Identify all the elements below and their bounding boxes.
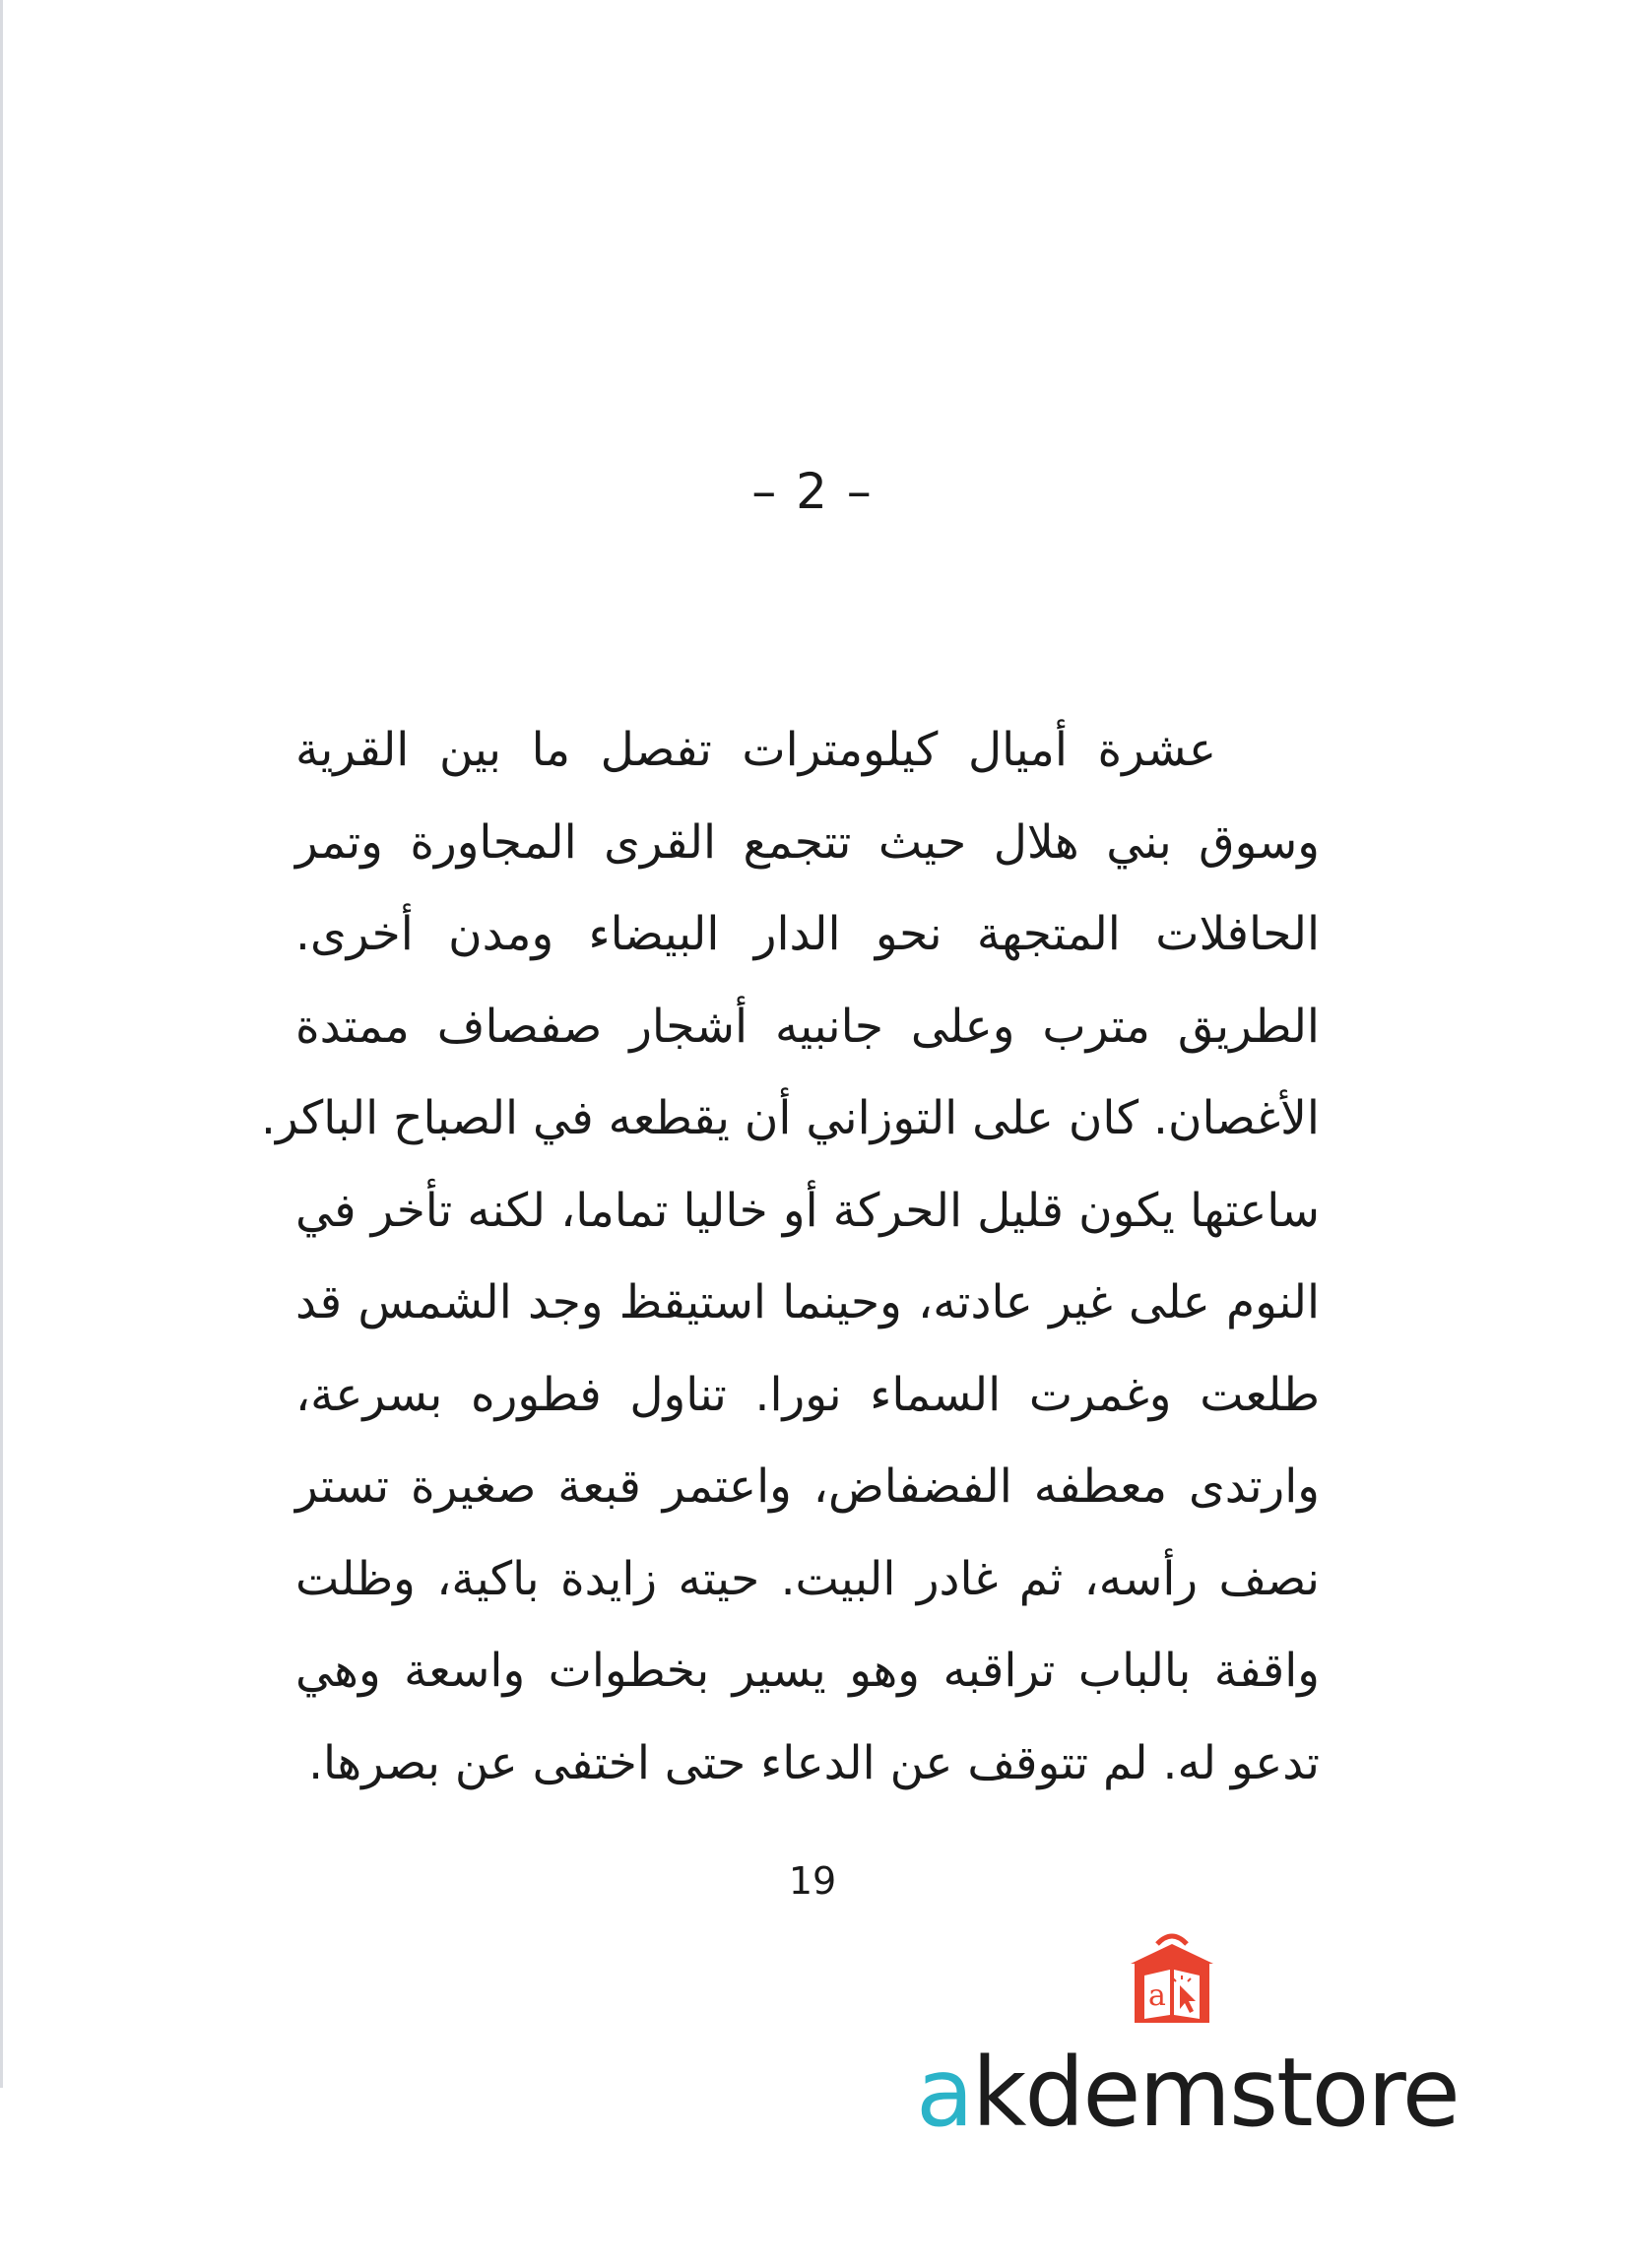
text-line: واقفة بالباب تراقبه وهو يسير بخطوات واسعة وهي <box>295 1644 1320 1698</box>
text-line: طلعت وغمرت السماء نورا. تناول فطوره بسرعة، <box>295 1367 1320 1422</box>
store-watermark <box>916 1930 1459 2167</box>
store-name-accent: a <box>916 2038 972 2148</box>
store-name-rest: kdemstore <box>971 2038 1459 2148</box>
chapter-paragraph <box>261 704 1320 1809</box>
page-number: 19 <box>788 1859 837 1903</box>
text-line: الطريق مترب وعلى جانبيه أشجار صفصاف ممتدة <box>295 999 1320 1054</box>
text-line: وارتدى معطفه الفضفاض، واعتمر قبعة صغيرة تستر <box>295 1459 1320 1514</box>
chapter-number: – 2 – <box>751 463 874 520</box>
text-line: النوم على غير عادته، وحينما استيقظ وجد الشمس قد <box>295 1275 1320 1329</box>
text-line: ساعتها يكون قليل الحركة أو خاليا تماما، لكنه تأخر في <box>295 1183 1320 1238</box>
text-line: وسوق بني هلال حيث تتجمع القرى المجاورة وتمر <box>295 814 1320 870</box>
text-line: نصف رأسه، ثم غادر البيت. حيته زايدة باكية، وظلت <box>295 1551 1320 1606</box>
text-line: الحافلات المتجهة نحو الدار البيضاء ومدن أخرى. <box>295 907 1320 961</box>
logo-letter: a <box>1148 1978 1166 2013</box>
text-line: عشرة أميال كيلومترات تفصل ما بين القرية <box>295 723 1216 777</box>
text-line: الأغصان. كان على التوزاني أن يقطعه في الصباح الباكر. <box>261 1091 1320 1145</box>
store-name <box>916 2024 1459 2162</box>
page-edge <box>0 0 3 2088</box>
text-line: تدعو له. لم تتوقف عن الدعاء حتى اختفى عن بصرها. <box>308 1735 1320 1790</box>
shopping-bag-book-cursor-icon <box>1113 1930 1231 2029</box>
